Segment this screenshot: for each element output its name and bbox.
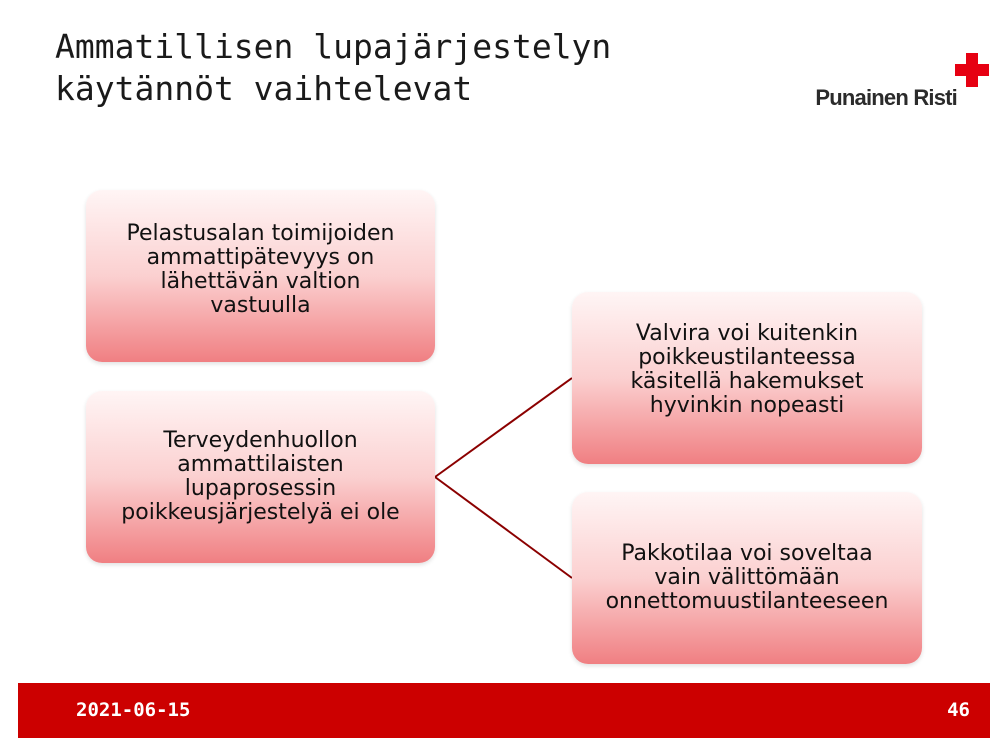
footer-bar [18,683,990,738]
connector-box2-box4 [435,477,572,578]
box-text-line: Pelastusalan toimijoiden [126,221,395,246]
slide-title-line: Ammatillisen lupajärjestelyn [55,27,612,66]
diagram-box-pakkotila [572,492,922,664]
box-text-line: hyvinkin nopeasti [649,393,845,418]
box-text-line: poikkeustilanteessa [638,345,856,370]
box-text-line: ammattilaisten [177,452,344,477]
page-number: 46 [947,699,970,721]
box-text-line: onnettomuustilanteeseen [605,589,889,614]
box-text-line: Terveydenhuollon [163,428,358,453]
slide-title-line: käytännöt vaihtelevat [55,69,473,108]
diagram-box-pelastusala [86,190,435,362]
box-text-line: Valvira voi kuitenkin [635,321,859,346]
box-text-line: ammattipätevyys on [146,245,375,270]
box-text-line: lähettävän valtion [160,269,361,294]
red-cross-icon [955,53,989,87]
diagram-box-terveydenhuolto [86,391,435,563]
footer-date: 2021-06-15 [76,699,191,721]
connector-box2-box3 [435,378,572,477]
box-text-line: vastuulla [210,293,311,318]
slide-title [55,26,755,110]
box-text-line: vain välittömään [654,565,840,590]
logo-text: Punainen Risti [815,85,957,110]
diagram-box-valvira [572,292,922,464]
box-text-line: käsitellä hakemukset [630,369,864,394]
box-text-line: Pakkotilaa voi soveltaa [621,541,873,566]
box-text-line: poikkeusjärjestelyä ei ole [121,500,400,525]
box-text-line: lupaprosessin [184,476,337,501]
